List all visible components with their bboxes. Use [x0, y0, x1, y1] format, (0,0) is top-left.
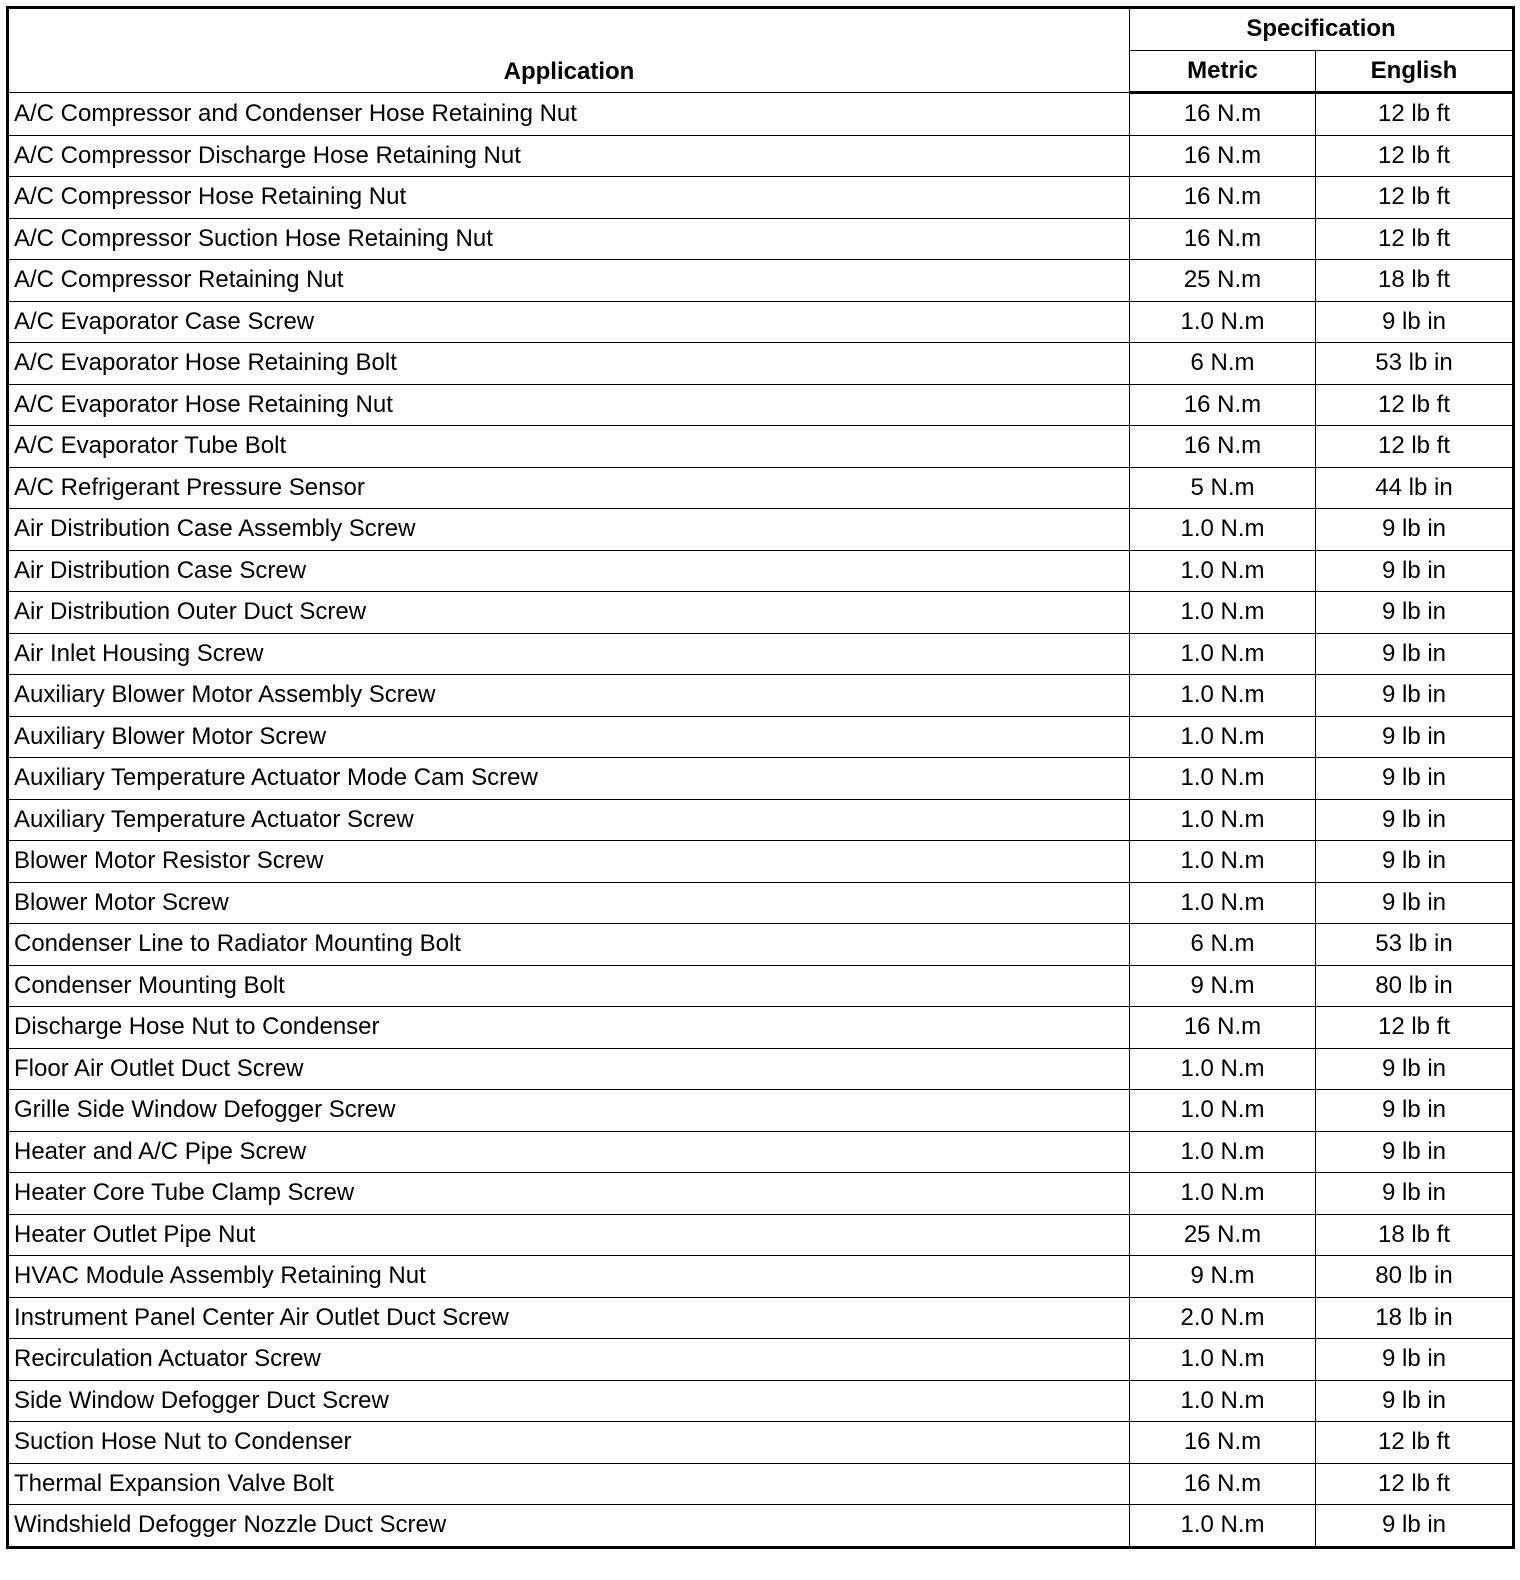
english-cell: 9 lb in [1316, 1173, 1514, 1215]
metric-cell: 1.0 N.m [1130, 592, 1316, 634]
english-cell: 12 lb ft [1316, 218, 1514, 260]
table-body [8, 93, 1514, 1548]
table-row [8, 550, 1514, 592]
application-cell: A/C Refrigerant Pressure Sensor [8, 467, 1130, 509]
metric-cell: 1.0 N.m [1130, 716, 1316, 758]
metric-cell: 5 N.m [1130, 467, 1316, 509]
table-row [8, 592, 1514, 634]
application-cell: Instrument Panel Center Air Outlet Duct Screw [8, 1297, 1130, 1339]
english-cell: 12 lb ft [1316, 384, 1514, 426]
table-row [8, 1505, 1514, 1548]
english-cell: 9 lb in [1316, 592, 1514, 634]
metric-cell: 16 N.m [1130, 93, 1316, 136]
table-row [8, 1339, 1514, 1381]
application-cell: HVAC Module Assembly Retaining Nut [8, 1256, 1130, 1298]
metric-cell: 16 N.m [1130, 135, 1316, 177]
metric-cell: 9 N.m [1130, 1256, 1316, 1298]
application-cell: Suction Hose Nut to Condenser [8, 1422, 1130, 1464]
table-row [8, 1422, 1514, 1464]
english-cell: 12 lb ft [1316, 1463, 1514, 1505]
english-cell: 80 lb in [1316, 965, 1514, 1007]
english-cell: 9 lb in [1316, 1131, 1514, 1173]
application-cell: A/C Compressor Retaining Nut [8, 260, 1130, 302]
application-cell: Auxiliary Temperature Actuator Screw [8, 799, 1130, 841]
english-cell: 9 lb in [1316, 799, 1514, 841]
table-row [8, 716, 1514, 758]
table-row [8, 301, 1514, 343]
application-cell: Heater and A/C Pipe Screw [8, 1131, 1130, 1173]
application-cell: Condenser Line to Radiator Mounting Bolt [8, 924, 1130, 966]
application-cell: A/C Evaporator Tube Bolt [8, 426, 1130, 468]
header-row-top [8, 8, 1514, 51]
table-row [8, 177, 1514, 219]
metric-cell: 1.0 N.m [1130, 1505, 1316, 1548]
english-cell: 9 lb in [1316, 1380, 1514, 1422]
english-cell: 9 lb in [1316, 1090, 1514, 1132]
english-cell: 9 lb in [1316, 633, 1514, 675]
application-cell: Condenser Mounting Bolt [8, 965, 1130, 1007]
table-row [8, 1214, 1514, 1256]
application-cell: Heater Core Tube Clamp Screw [8, 1173, 1130, 1215]
table-row [8, 135, 1514, 177]
english-cell: 12 lb ft [1316, 426, 1514, 468]
application-cell: A/C Evaporator Hose Retaining Bolt [8, 343, 1130, 385]
table-row [8, 467, 1514, 509]
metric-cell: 1.0 N.m [1130, 799, 1316, 841]
table-row [8, 924, 1514, 966]
application-cell: Auxiliary Blower Motor Assembly Screw [8, 675, 1130, 717]
metric-cell: 2.0 N.m [1130, 1297, 1316, 1339]
english-cell: 18 lb ft [1316, 260, 1514, 302]
table-row [8, 1173, 1514, 1215]
application-column-header: Application [8, 8, 1130, 93]
table-row [8, 343, 1514, 385]
metric-cell: 1.0 N.m [1130, 301, 1316, 343]
metric-cell: 1.0 N.m [1130, 1339, 1316, 1381]
english-cell: 9 lb in [1316, 758, 1514, 800]
application-cell: Air Distribution Case Screw [8, 550, 1130, 592]
table-row [8, 1090, 1514, 1132]
english-cell: 9 lb in [1316, 550, 1514, 592]
application-cell: Grille Side Window Defogger Screw [8, 1090, 1130, 1132]
metric-cell: 25 N.m [1130, 1214, 1316, 1256]
english-cell: 53 lb in [1316, 343, 1514, 385]
application-cell: Blower Motor Resistor Screw [8, 841, 1130, 883]
metric-cell: 16 N.m [1130, 384, 1316, 426]
metric-cell: 25 N.m [1130, 260, 1316, 302]
application-cell: A/C Evaporator Case Screw [8, 301, 1130, 343]
table-row [8, 509, 1514, 551]
english-cell: 9 lb in [1316, 509, 1514, 551]
english-cell: 9 lb in [1316, 1048, 1514, 1090]
metric-cell: 1.0 N.m [1130, 675, 1316, 717]
table-row [8, 1048, 1514, 1090]
application-cell: Blower Motor Screw [8, 882, 1130, 924]
metric-column-header: Metric [1130, 50, 1316, 93]
english-cell: 9 lb in [1316, 301, 1514, 343]
table-row [8, 1256, 1514, 1298]
metric-cell: 1.0 N.m [1130, 882, 1316, 924]
fastener-specification-table [6, 6, 1515, 1549]
table-row [8, 1297, 1514, 1339]
table-row [8, 260, 1514, 302]
application-cell: Recirculation Actuator Screw [8, 1339, 1130, 1381]
metric-cell: 1.0 N.m [1130, 1131, 1316, 1173]
table-row [8, 384, 1514, 426]
english-column-header: English [1316, 50, 1514, 93]
english-cell: 44 lb in [1316, 467, 1514, 509]
table-row [8, 426, 1514, 468]
application-cell: Auxiliary Temperature Actuator Mode Cam Screw [8, 758, 1130, 800]
english-cell: 9 lb in [1316, 1505, 1514, 1548]
metric-cell: 9 N.m [1130, 965, 1316, 1007]
application-cell: A/C Compressor and Condenser Hose Retaining Nut [8, 93, 1130, 136]
metric-cell: 1.0 N.m [1130, 633, 1316, 675]
metric-cell: 16 N.m [1130, 177, 1316, 219]
table-header [8, 8, 1514, 93]
application-cell: Discharge Hose Nut to Condenser [8, 1007, 1130, 1049]
application-cell: Side Window Defogger Duct Screw [8, 1380, 1130, 1422]
english-cell: 12 lb ft [1316, 135, 1514, 177]
metric-cell: 1.0 N.m [1130, 1090, 1316, 1132]
metric-cell: 1.0 N.m [1130, 550, 1316, 592]
application-cell: Thermal Expansion Valve Bolt [8, 1463, 1130, 1505]
metric-cell: 16 N.m [1130, 426, 1316, 468]
application-cell: Heater Outlet Pipe Nut [8, 1214, 1130, 1256]
table-row [8, 1131, 1514, 1173]
metric-cell: 16 N.m [1130, 218, 1316, 260]
table-row [8, 758, 1514, 800]
application-cell: Air Distribution Outer Duct Screw [8, 592, 1130, 634]
table-row [8, 93, 1514, 136]
english-cell: 9 lb in [1316, 716, 1514, 758]
table-row [8, 1463, 1514, 1505]
table-row [8, 675, 1514, 717]
table-row [8, 218, 1514, 260]
application-cell: A/C Compressor Suction Hose Retaining Nut [8, 218, 1130, 260]
table-row [8, 1007, 1514, 1049]
metric-cell: 1.0 N.m [1130, 1048, 1316, 1090]
english-cell: 53 lb in [1316, 924, 1514, 966]
metric-cell: 16 N.m [1130, 1007, 1316, 1049]
application-cell: Auxiliary Blower Motor Screw [8, 716, 1130, 758]
application-cell: A/C Compressor Discharge Hose Retaining Nut [8, 135, 1130, 177]
metric-cell: 16 N.m [1130, 1463, 1316, 1505]
table-row [8, 1380, 1514, 1422]
english-cell: 12 lb ft [1316, 177, 1514, 219]
english-cell: 18 lb in [1316, 1297, 1514, 1339]
metric-cell: 6 N.m [1130, 343, 1316, 385]
metric-cell: 1.0 N.m [1130, 758, 1316, 800]
application-cell: A/C Evaporator Hose Retaining Nut [8, 384, 1130, 426]
table-row [8, 882, 1514, 924]
application-cell: Windshield Defogger Nozzle Duct Screw [8, 1505, 1130, 1548]
metric-cell: 1.0 N.m [1130, 509, 1316, 551]
metric-cell: 6 N.m [1130, 924, 1316, 966]
table-row [8, 965, 1514, 1007]
english-cell: 9 lb in [1316, 841, 1514, 883]
application-cell: A/C Compressor Hose Retaining Nut [8, 177, 1130, 219]
english-cell: 12 lb ft [1316, 1422, 1514, 1464]
application-cell: Floor Air Outlet Duct Screw [8, 1048, 1130, 1090]
english-cell: 12 lb ft [1316, 1007, 1514, 1049]
metric-cell: 1.0 N.m [1130, 1173, 1316, 1215]
metric-cell: 1.0 N.m [1130, 1380, 1316, 1422]
metric-cell: 1.0 N.m [1130, 841, 1316, 883]
table-row [8, 799, 1514, 841]
english-cell: 12 lb ft [1316, 93, 1514, 136]
english-cell: 9 lb in [1316, 1339, 1514, 1381]
english-cell: 18 lb ft [1316, 1214, 1514, 1256]
application-cell: Air Distribution Case Assembly Screw [8, 509, 1130, 551]
table-row [8, 841, 1514, 883]
english-cell: 9 lb in [1316, 675, 1514, 717]
english-cell: 80 lb in [1316, 1256, 1514, 1298]
english-cell: 9 lb in [1316, 882, 1514, 924]
table-row [8, 633, 1514, 675]
metric-cell: 16 N.m [1130, 1422, 1316, 1464]
application-cell: Air Inlet Housing Screw [8, 633, 1130, 675]
specification-column-group-header: Specification [1130, 8, 1514, 51]
